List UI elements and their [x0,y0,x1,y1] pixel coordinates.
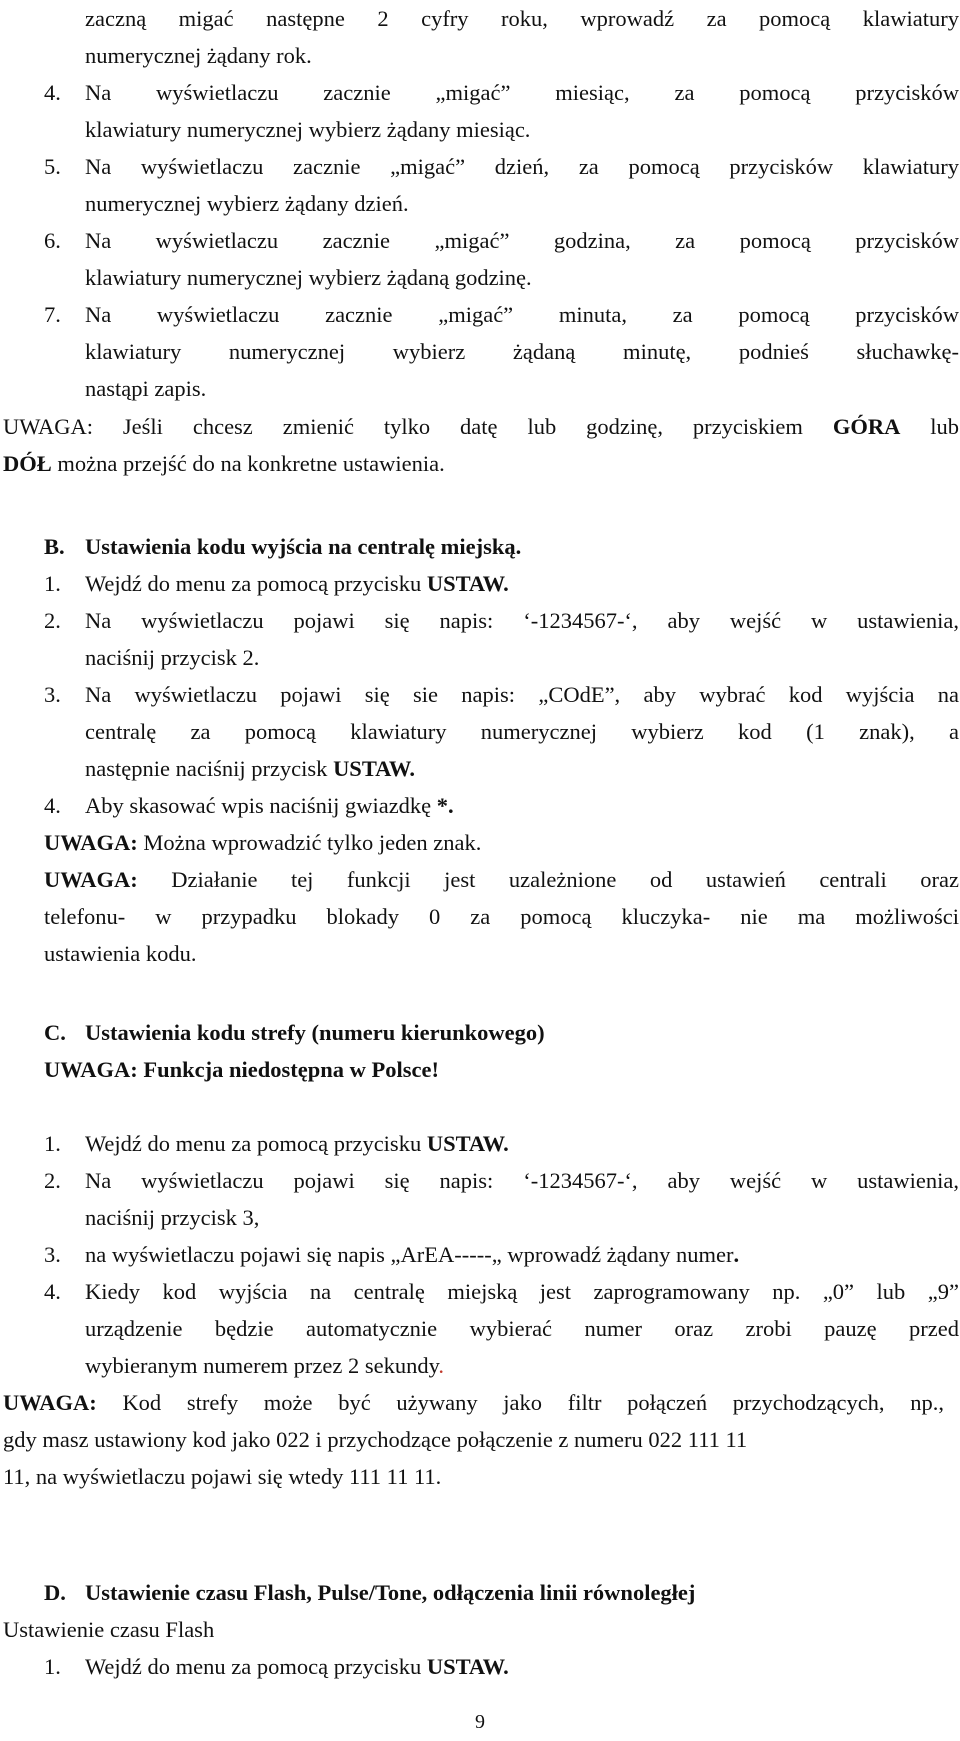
list-item [44,222,959,259]
list-number: 3. [44,1242,61,1267]
list-text: Wejdź do menu za pomocą przycisku [85,1131,422,1156]
list-text: Wejdź do menu za pomocą przycisku [85,1654,422,1679]
list-item [44,1162,959,1199]
list-item-continuation: centralę za pomocą klawiatury numerycznej wybierz kod (1 znak), a [85,719,959,744]
note-label: UWAGA: [44,867,138,892]
list-text: Aby skasować wpis naciśnij gwiazdkę [85,793,432,818]
note-paragraph [3,1384,944,1421]
list-item-continuation: klawiatury numerycznej wybierz żądaną minutę, podnieś słuchawkę- [85,339,959,364]
section-title: Ustawienia kodu wyjścia na centralę miejską. [85,534,522,559]
list-text: wybieranym numerem przez 2 sekundy [85,1353,439,1378]
list-number: 2. [44,608,61,633]
list-item [44,565,509,602]
list-number: 4. [44,1279,61,1304]
key-name: *. [436,793,454,818]
list-number: 1. [44,1654,61,1679]
section-letter: D. [44,1580,66,1605]
section-letter: B. [44,534,65,559]
key-name: USTAW. [426,571,509,596]
list-item [44,148,959,185]
page-number: 9 [475,1711,485,1733]
section-title: Ustawienia kodu strefy (numeru kierunkowego) [85,1020,545,1045]
list-text: Na wyświetlaczu pojawi się sie napis: „COdE”, aby wybrać kod wyjścia na [85,682,959,707]
list-number: 2. [44,1168,61,1193]
list-number: 1. [44,571,61,596]
list-item-continuation: naciśnij przycisk 3, [85,1205,260,1230]
list-item-continuation [85,1347,444,1384]
note-paragraph [3,408,959,445]
section-heading [44,528,521,565]
note-paragraph: ustawienia kodu. [44,941,197,966]
list-item [44,74,959,111]
list-item-continuation: klawiatury numerycznej wybierz żądany miesiąc. [85,117,531,142]
list-text: Na wyświetlaczu zacznie „migać” dzień, za pomocą przycisków klawiatury [85,154,959,179]
list-item [44,296,959,333]
list-item [44,1125,509,1162]
subheading: Ustawienie czasu Flash [3,1617,215,1642]
list-item [44,1236,739,1273]
note-text: Można wprowadzić tylko jeden znak. [143,830,482,855]
section-title: Ustawienie czasu Flash, Pulse/Tone, odłączenia linii równoległej [85,1580,696,1605]
red-punctuation: . [438,1353,445,1378]
note-paragraph: telefonu- w przypadku blokady 0 za pomocą kluczyka- nie ma możliwości [44,904,959,929]
list-item-continuation [85,750,415,787]
key-name: DÓŁ [3,451,52,476]
note-paragraph: 11, na wyświetlaczu pojawi się wtedy 111 11 11. [3,1464,442,1489]
list-number: 4. [44,793,61,818]
list-item-continuation: klawiatury numerycznej wybierz żądaną godzinę. [85,265,532,290]
list-item [44,676,959,713]
key-name: USTAW. [333,756,415,781]
section-heading [44,1014,545,1051]
list-number: 3. [44,682,61,707]
paragraph-line: zaczną migać następne 2 cyfry roku, wprowadź za pomocą klawiatury [85,6,959,31]
key-name: USTAW. [426,1654,509,1679]
note-paragraph: gdy masz ustawiony kod jako 022 i przychodzące połączenie z numeru 022 111 11 [3,1427,748,1452]
paragraph-line: numerycznej żądany rok. [85,43,312,68]
note-label: UWAGA: [3,1390,97,1415]
list-text: następnie naciśnij przycisk [85,756,328,781]
list-text: Na wyświetlaczu zacznie „migać” godzina, za pomocą przycisków [85,228,959,253]
note-text: UWAGA: Jeśli chcesz zmienić tylko datę lub godzinę, przyciskiem [3,414,803,439]
warning-text: UWAGA: Funkcja niedostępna w Polsce! [44,1057,440,1082]
list-text: na wyświetlaczu pojawi się napis „ArEA-----„ wprowadź żądany numer [85,1242,734,1267]
key-name: USTAW. [426,1131,509,1156]
list-item-continuation: numerycznej wybierz żądany dzień. [85,191,409,216]
note-text: można przejść do na konkretne ustawienia. [57,451,445,476]
punctuation: . [733,1242,740,1267]
list-number: 1. [44,1131,61,1156]
list-item [44,602,959,639]
list-text: Na wyświetlaczu pojawi się napis: ‘-1234567-‘, aby wejść w ustawienia, [85,608,959,633]
list-text: Na wyświetlaczu zacznie „migać” miesiąc, za pomocą przycisków [85,80,959,105]
note-text: lub [930,414,960,439]
list-number: 5. [44,154,61,179]
note-text: Kod strefy może być używany jako filtr połączeń przychodzących, np., [122,1390,944,1415]
note-paragraph [44,861,959,898]
list-item [44,1273,959,1310]
list-item-continuation: naciśnij przycisk 2. [85,645,260,670]
key-name: GÓRA [832,414,901,439]
section-heading [44,1574,695,1611]
section-letter: C. [44,1020,66,1045]
list-item-continuation: urządzenie będzie automatycznie wybierać numer oraz zrobi pauzę przed [85,1316,959,1341]
list-text: Na wyświetlaczu zacznie „migać” minuta, za pomocą przycisków [85,302,959,327]
list-text: Kiedy kod wyjścia na centralę miejską jest zaprogramowany np. „0” lub „9” [85,1279,959,1304]
list-item-continuation: nastąpi zapis. [85,376,207,401]
note-paragraph [3,445,445,482]
note-text: Działanie tej funkcji jest uzależnione od ustawień centrali oraz [171,867,959,892]
list-item [44,1648,509,1685]
note-paragraph [44,824,481,861]
list-number: 7. [44,302,61,327]
list-text: Wejdź do menu za pomocą przycisku [85,571,422,596]
list-text: Na wyświetlaczu pojawi się napis: ‘-1234567-‘, aby wejść w ustawienia, [85,1168,959,1193]
note-label: UWAGA: [44,830,138,855]
list-number: 4. [44,80,61,105]
list-number: 6. [44,228,61,253]
list-item [44,787,454,824]
